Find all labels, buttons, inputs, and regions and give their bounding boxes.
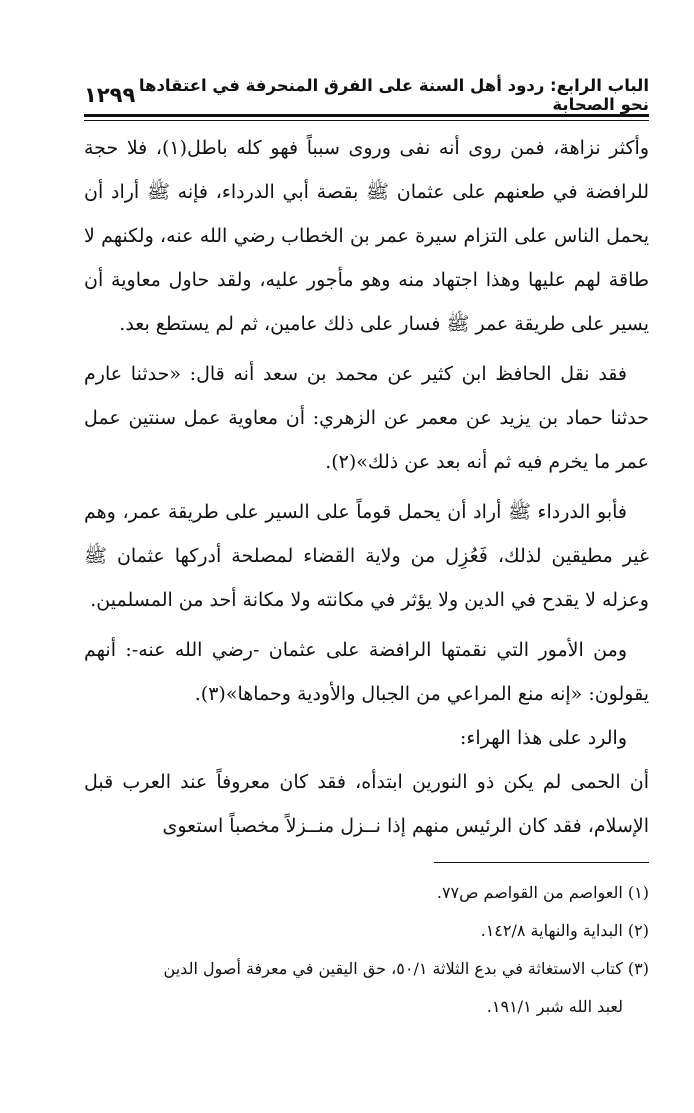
- paragraph-2: فقد نقل الحافظ ابن كثير عن محمد بن سعد أنه قال: «حدثنا عارم حدثنا حماد بن يزيد عن معمر عن الزهري: أن معاوية عمل سنتين عمل عمر ما يخرم فيه ثم أنه بعد عن ذلك»(٢).: [84, 363, 649, 473]
- footnote-3-continuation: لعبد الله شبر ١٩١/١.: [486, 997, 623, 1016]
- footnotes: [84, 874, 649, 1026]
- footnote-separator: [434, 862, 649, 863]
- paragraph-4: ومن الأمور التي نقمتها الرافضة على عثمان -رضي الله عنه-: أنهم يقولون: «إنه منع المراعي من الجبال والأودية وحماها»(٣).: [84, 639, 649, 705]
- running-title: الباب الرابع: ردود أهل السنة على الفرق المنحرفة في اعتقادها نحو الصحابة: [138, 76, 649, 114]
- paragraph-5: والرد على هذا الهراء:: [460, 727, 627, 749]
- main-text: [84, 126, 649, 854]
- page-header: [84, 76, 649, 114]
- paragraph-6: أن الحمى لم يكن ذو النورين ابتدأه، فقد كان معروفاً عند العرب قبل الإسلام، فقد كان الرئيس منهم إذا نــزل منــزلاً مخصباً استعوى: [84, 771, 649, 837]
- paragraph-3: فأبو الدرداء ﷺ أراد أن يحمل قوماً على السير على طريقة عمر، وهم غير مطيقين لذلك، فَعُزِل من ولاية القضاء لمصلحة أدركها عثمان ﷺ وعزله لا يقدح في الدين ولا يؤثر في مكانته ولا مكانة أحد من المسلمين.: [84, 501, 649, 611]
- footnote-3: (٣) كتاب الاستغاثة في بدع الثلاثة ٥٠/١، حق اليقين في معرفة أصول الدين: [163, 959, 649, 978]
- footnote-1: (١) العواصم من القواصم ص٧٧.: [436, 883, 649, 902]
- page-number: ١٢٩٩: [84, 83, 136, 107]
- header-rule-thick: [84, 114, 649, 117]
- paragraph-1: وأكثر نزاهة، فمن روى أنه نفى وروى سبباً فهو كله باطل(١)، فلا حجة للرافضة في طعنهم على عثمان ﷺ بقصة أبي الدرداء، فإنه ﷺ أراد أن يحمل الناس على التزام سيرة عمر بن الخطاب رضي الله عنه، ولكنهم لا طاقة لهم عليها وهذا اجتهاد منه وهو مأجور عليه، ولقد حاول معاوية أن يسير على طريقة عمر ﷺ فسار على ذلك عامين، ثم لم يستطع بعد.: [84, 137, 649, 335]
- header-rule-thin: [84, 120, 649, 121]
- footnote-2: (٢) البداية والنهاية ١٤٢/٨.: [480, 921, 649, 940]
